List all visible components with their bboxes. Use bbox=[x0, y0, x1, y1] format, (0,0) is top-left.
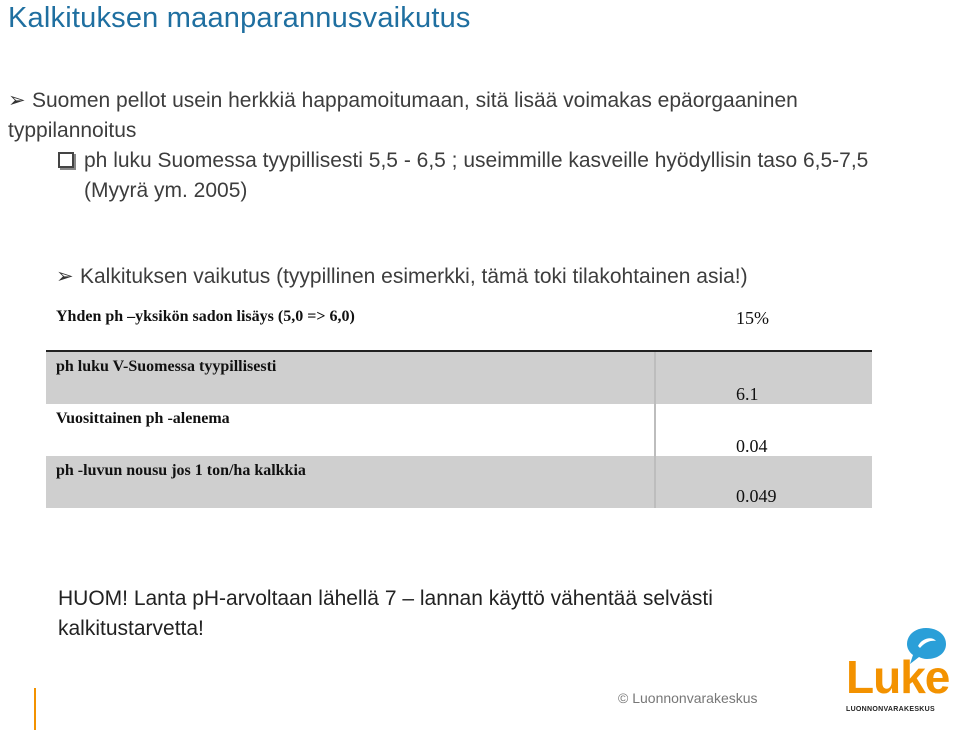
column-divider bbox=[654, 352, 656, 404]
table-row bbox=[46, 456, 872, 508]
logo-subtitle: LUONNONVARAKESKUS bbox=[846, 706, 935, 713]
table-row-value: 0.04 bbox=[736, 436, 768, 456]
table-row-label: Vuosittainen ph -alenema bbox=[56, 410, 230, 427]
table-row-label: ph -luvun nousu jos 1 ton/ha kalkkia bbox=[56, 462, 306, 479]
column-divider bbox=[654, 456, 656, 508]
table-row-value: 15% bbox=[736, 308, 769, 328]
slide-title: Kalkituksen maanparannusvaikutus bbox=[8, 2, 471, 34]
table-row bbox=[46, 404, 872, 456]
arrow-bullet-icon: ➢ bbox=[56, 265, 74, 288]
arrow-bullet-icon: ➢ bbox=[8, 89, 26, 112]
bullet-second-text: Kalkituksen vaikutus (tyypillinen esimerkki, tämä toki tilakohtainen asia!) bbox=[80, 265, 748, 288]
table-row bbox=[46, 352, 872, 404]
sub-bullet bbox=[58, 146, 938, 206]
table-row-value: 6.1 bbox=[736, 384, 759, 404]
table-row bbox=[46, 300, 872, 352]
luke-logo bbox=[846, 624, 950, 728]
table-row-label: Yhden ph –yksikön sadon lisäys (5,0 => 6,0) bbox=[56, 308, 355, 325]
bullet-second bbox=[56, 262, 956, 292]
huom-note: HUOM! Lanta pH-arvoltaan lähellä 7 – lannan käyttö vähentää selvästi kalkitustarvetta! bbox=[58, 587, 713, 640]
footer-accent-line bbox=[34, 688, 36, 730]
sub-bullet-text: ph luku Suomessa tyypillisesti 5,5 - 6,5 ; useimmille kasveille hyödyllisin taso 6,5-7,5 bbox=[84, 149, 869, 172]
sub-bullet-reference: (Myyrä ym. 2005) bbox=[84, 179, 248, 202]
column-divider bbox=[654, 404, 656, 456]
table-row-label: ph luku V-Suomessa tyypillisesti bbox=[56, 358, 277, 375]
checkbox-bullet-icon bbox=[58, 152, 74, 168]
table-row-value: 0.049 bbox=[736, 486, 777, 506]
logo-wordmark: Luke bbox=[846, 651, 950, 703]
bullet-main bbox=[8, 86, 908, 146]
copyright-text: © Luonnonvarakeskus bbox=[618, 690, 758, 706]
bullet-main-text: Suomen pellot usein herkkiä happamoitumaan, sitä lisää voimakas epäorgaaninen typpilannoitus bbox=[8, 89, 798, 142]
